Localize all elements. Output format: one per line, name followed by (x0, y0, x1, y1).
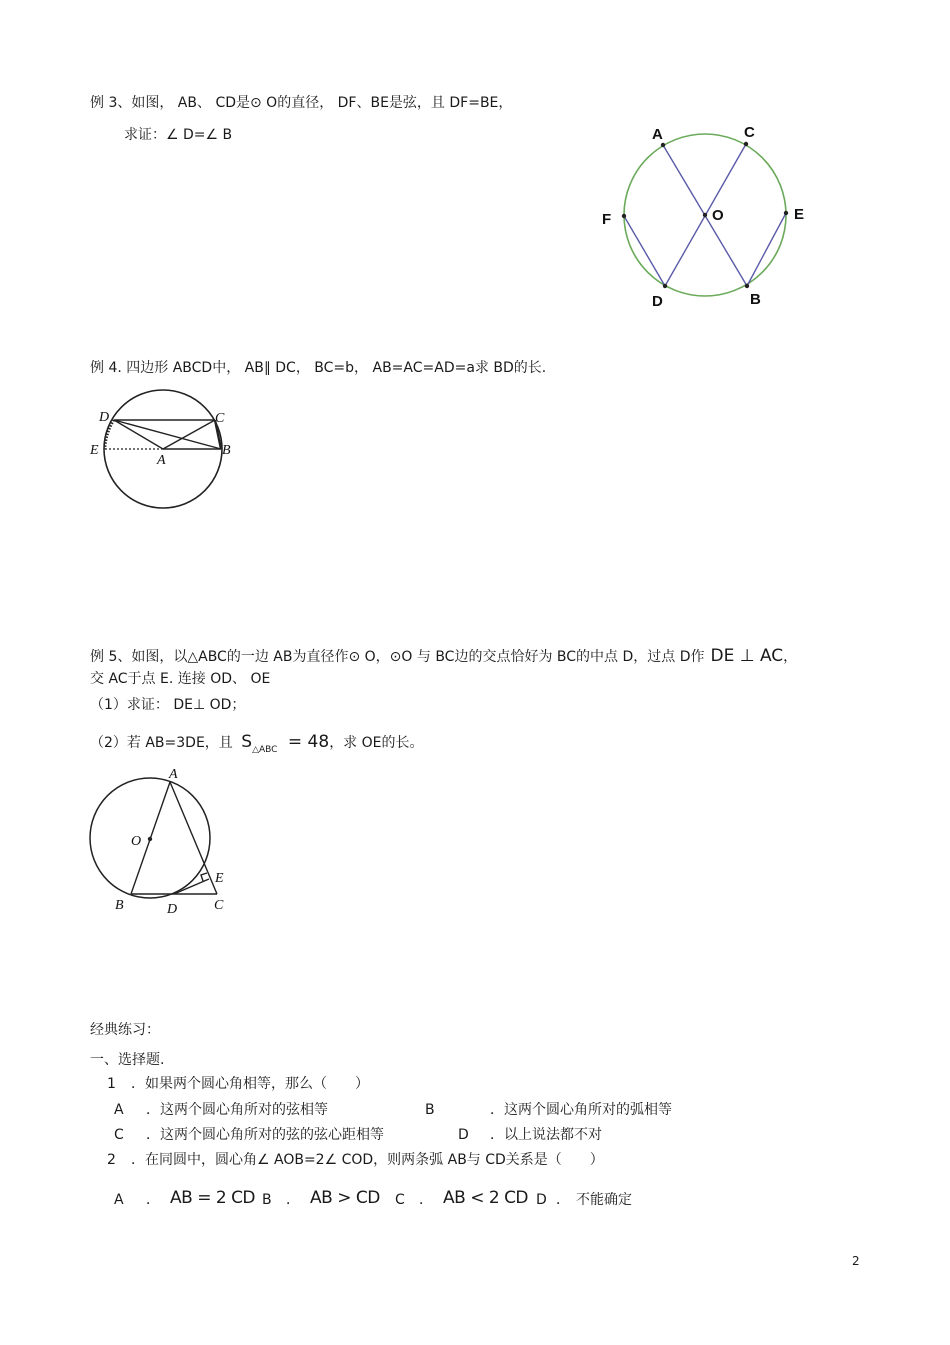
q2-option-b: AB > CD (310, 1188, 380, 1208)
ex3-label-o: O (712, 207, 724, 224)
q2-option-a-letter: A (114, 1192, 124, 1208)
ex3-chord-df (624, 216, 665, 286)
ex4-figure (88, 385, 238, 515)
ex5-statement-2: 交 AC于点 E. 连接 OD、 OE (90, 671, 271, 687)
ex5-formula-de-perp-ac: DE ⊥ AC (710, 646, 784, 666)
ex5-label-a: A (169, 767, 178, 782)
ex3-statement: 例 3、如图， AB、 CD是⊙ O的直径， DF、BE是弦，且 DF=BE， (90, 95, 513, 111)
q2-option-c: AB < 2 CD (443, 1188, 529, 1208)
q2-option-a: AB = 2 CD (170, 1188, 256, 1208)
ex5-question-2-text: （2）若 AB=3DE，且 (90, 735, 233, 751)
ex5-question-1: （1）求证： DE⊥ OD； (90, 697, 246, 713)
ex3-prove: 求证：∠ D=∠ B (124, 127, 233, 143)
ex4-label-c: C (215, 411, 225, 426)
q1-option-b-letter: B (425, 1102, 435, 1118)
ex4-label-e: E (90, 443, 99, 458)
q1-stem: ．如果两个圆心角相等，那么（ ） (131, 1076, 369, 1092)
ex4-statement: 例 4. 四边形 ABCD中， AB∥ DC， BC=b， AB=AC=AD=a求 BD的长. (90, 360, 547, 376)
ex5-label-b: B (115, 898, 124, 913)
ex3-label-b: B (750, 291, 761, 308)
ex4-label-b: B (222, 443, 231, 458)
q2-number: 2 (107, 1152, 116, 1168)
ex4-segment-da (114, 420, 163, 449)
ex4-label-a: A (157, 453, 166, 468)
ex5-label-d: D (167, 902, 178, 917)
ex3-figure (595, 118, 815, 318)
practice-heading: 经典练习： (90, 1022, 160, 1038)
q2-option-d: 不能确定 (576, 1192, 632, 1208)
practice-section: 一、选择题. (90, 1052, 165, 1068)
ex3-label-c: C (744, 124, 755, 141)
q1-option-a: ．这两个圆心角所对的弦相等 (146, 1102, 328, 1118)
ex5-area-subscript: △ABC (252, 745, 278, 755)
q1-option-d: ．以上说法都不对 (490, 1127, 602, 1143)
ex5-label-c: C (214, 898, 224, 913)
ex5-figure (86, 764, 236, 919)
ex3-label-d: D (652, 293, 663, 310)
ex5-question-2 (90, 732, 424, 755)
page-number: 2 (852, 1254, 860, 1268)
q2-option-b-letter: B (262, 1192, 272, 1208)
ex5-comma: ， (783, 649, 798, 665)
ex4-label-d: D (99, 410, 110, 425)
q2-stem: ．在同圆中，圆心角∠ AOB=2∠ COD，则两条弧 AB与 CD关系是（ ） (131, 1152, 604, 1168)
q1-option-c: ．这两个圆心角所对的弦的弦心距相等 (146, 1127, 384, 1143)
q1-option-b: ．这两个圆心角所对的弧相等 (490, 1102, 672, 1118)
q1-number: 1 (107, 1076, 116, 1092)
ex4-segment-db (114, 420, 221, 449)
ex5-area-value: = 48 (287, 732, 330, 752)
ex5-label-o: O (131, 834, 142, 849)
q2-option-d-letter: D (536, 1192, 547, 1208)
ex5-area-symbol: S (241, 732, 253, 752)
ex3-label-e: E (794, 206, 805, 223)
ex3-label-f: F (602, 211, 612, 228)
q2-option-c-letter: C (395, 1192, 405, 1208)
ex3-label-a: A (652, 126, 663, 143)
q1-option-d-letter: D (458, 1127, 469, 1143)
q1-option-a-letter: A (114, 1102, 124, 1118)
ex5-question-2-tail: ，求 OE的长。 (329, 735, 424, 751)
ex5-statement-text: 例 5、如图，以△ABC的一边 AB为直径作⊙ O，⊙O 与 BC边的交点恰好为 BC的中点 D，过点 D作 (90, 649, 705, 665)
q1-option-c-letter: C (114, 1127, 124, 1143)
ex5-statement-1 (90, 648, 797, 665)
ex3-chord-be (747, 213, 786, 286)
ex5-label-e: E (215, 871, 224, 886)
